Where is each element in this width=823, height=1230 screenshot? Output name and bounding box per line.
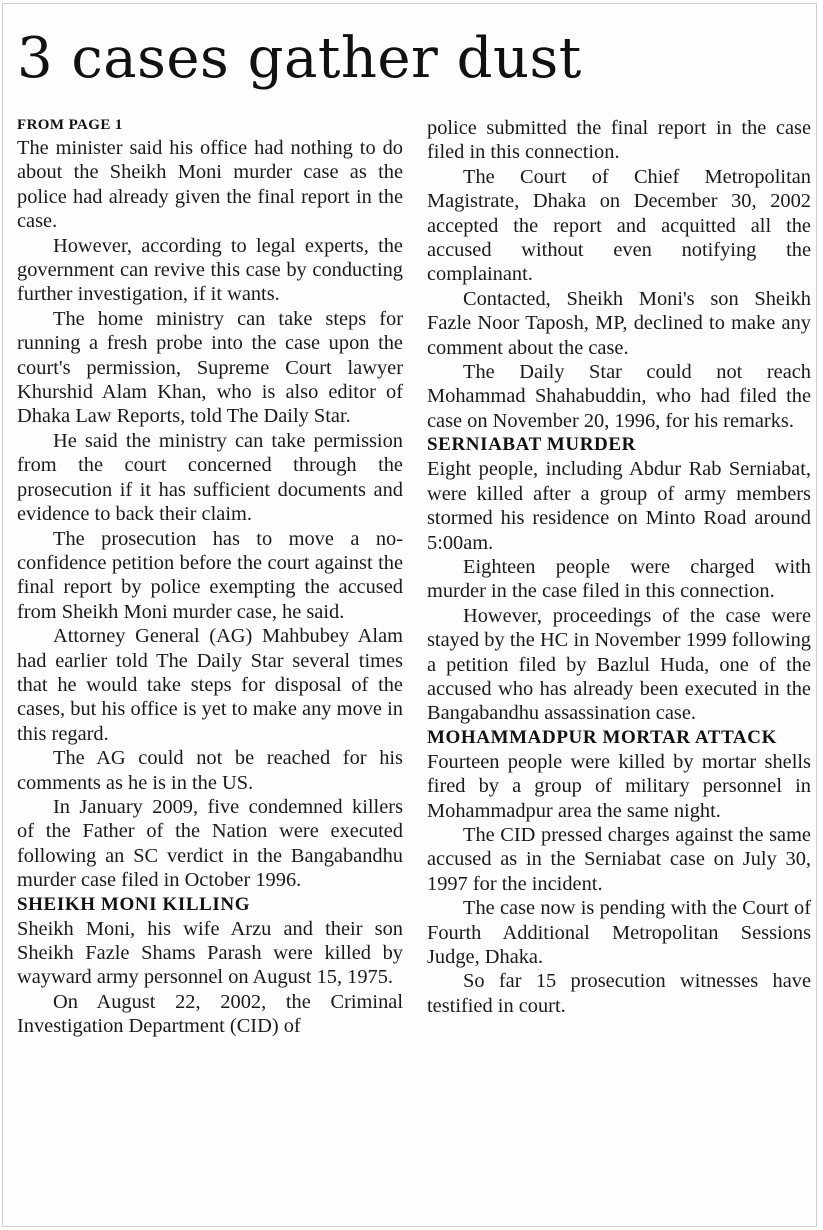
article-paragraph: Eighteen people were charged with murder in the case filed in this connection. <box>427 555 811 603</box>
article-paragraph: The prosecution has to move a no-confidence petition before the court against the final report by police exempting the accused from Sheikh Moni murder case, he said. <box>17 527 403 623</box>
right-column <box>427 116 811 1018</box>
article-paragraph: So far 15 prosecution witnesses have testified in court. <box>427 970 811 1017</box>
article-paragraph: Eight people, including Abdur Rab Serniabat, were killed after a group of army members stormed his residence on Minto Road around 5:00am. <box>427 458 811 554</box>
continued-from-label: FROM PAGE 1 <box>17 117 123 133</box>
left-column-body <box>17 136 403 1039</box>
right-column-body <box>427 116 811 1018</box>
article-headline: 3 cases gather dust <box>17 26 582 91</box>
article-paragraph: However, according to legal experts, the government can revive this case by conducting further investigation, if it wants. <box>17 234 403 306</box>
article-paragraph: Contacted, Sheikh Moni's son Sheikh Fazle Noor Taposh, MP, declined to make any comment about the case. <box>427 287 811 359</box>
article-paragraph: However, proceedings of the case were stayed by the HC in November 1999 following a petition filed by Bazlul Huda, one of the accused who has already been executed in the Bangabandhu assassination case. <box>427 604 811 725</box>
article-paragraph: In January 2009, five condemned killers of the Father of the Nation were executed following an SC verdict in the Bangabandhu murder case filed in October 1996. <box>17 795 403 892</box>
article-paragraph: The minister said his office had nothing to do about the Sheikh Moni murder case as the police had already given the final report in the case. <box>17 137 403 233</box>
article-paragraph: The home ministry can take steps for running a fresh probe into the case upon the court's permission, Supreme Court lawyer Khurshid Alam Khan, who is also editor of Dhaka Law Reports, told The Daily Star. <box>17 307 403 428</box>
section-subhead: SHEIKH MONI KILLING <box>17 893 251 915</box>
article-paragraph: The Daily Star could not reach Mohammad Shahabuddin, who had filed the case on November 20, 1996, for his remarks. <box>427 361 811 432</box>
article-paragraph: Attorney General (AG) Mahbubey Alam had earlier told The Daily Star several times that he would take steps for disposal of the cases, but his office is yet to make any move in this regard. <box>17 625 403 745</box>
left-column <box>17 116 403 1039</box>
article-paragraph: The CID pressed charges against the same accused as in the Serniabat case on July 30, 1997 for the incident. <box>427 823 811 895</box>
article-paragraph: The AG could not be reached for his comments as he is in the US. <box>17 747 403 794</box>
article-paragraph: Fourteen people were killed by mortar shells fired by a group of military personnel in Mohammadpur area the same night. <box>427 750 811 822</box>
newspaper-clipping <box>2 3 817 1227</box>
section-subhead: MOHAMMADPUR MORTAR ATTACK <box>427 726 777 748</box>
article-paragraph: Sheikh Moni, his wife Arzu and their son Sheikh Fazle Shams Parash were killed by wayward army personnel on August 15, 1975. <box>17 917 403 989</box>
article-paragraph: The case now is pending with the Court of Fourth Additional Metropolitan Sessions Judge, Dhaka. <box>427 897 811 968</box>
article-paragraph: He said the ministry can take permission from the court concerned through the prosecution if it has sufficient documents and evidence to back their claim. <box>17 429 403 526</box>
article-paragraph: The Court of Chief Metropolitan Magistrate, Dhaka on December 30, 2002 accepted the report and acquitted all the accused without even notifying the complainant. <box>427 165 811 286</box>
article-paragraph: police submitted the final report in the case filed in this connection. <box>427 117 811 164</box>
section-subhead: SERNIABAT MURDER <box>427 434 636 456</box>
article-paragraph: On August 22, 2002, the Criminal Investigation Department (CID) of <box>17 990 403 1038</box>
